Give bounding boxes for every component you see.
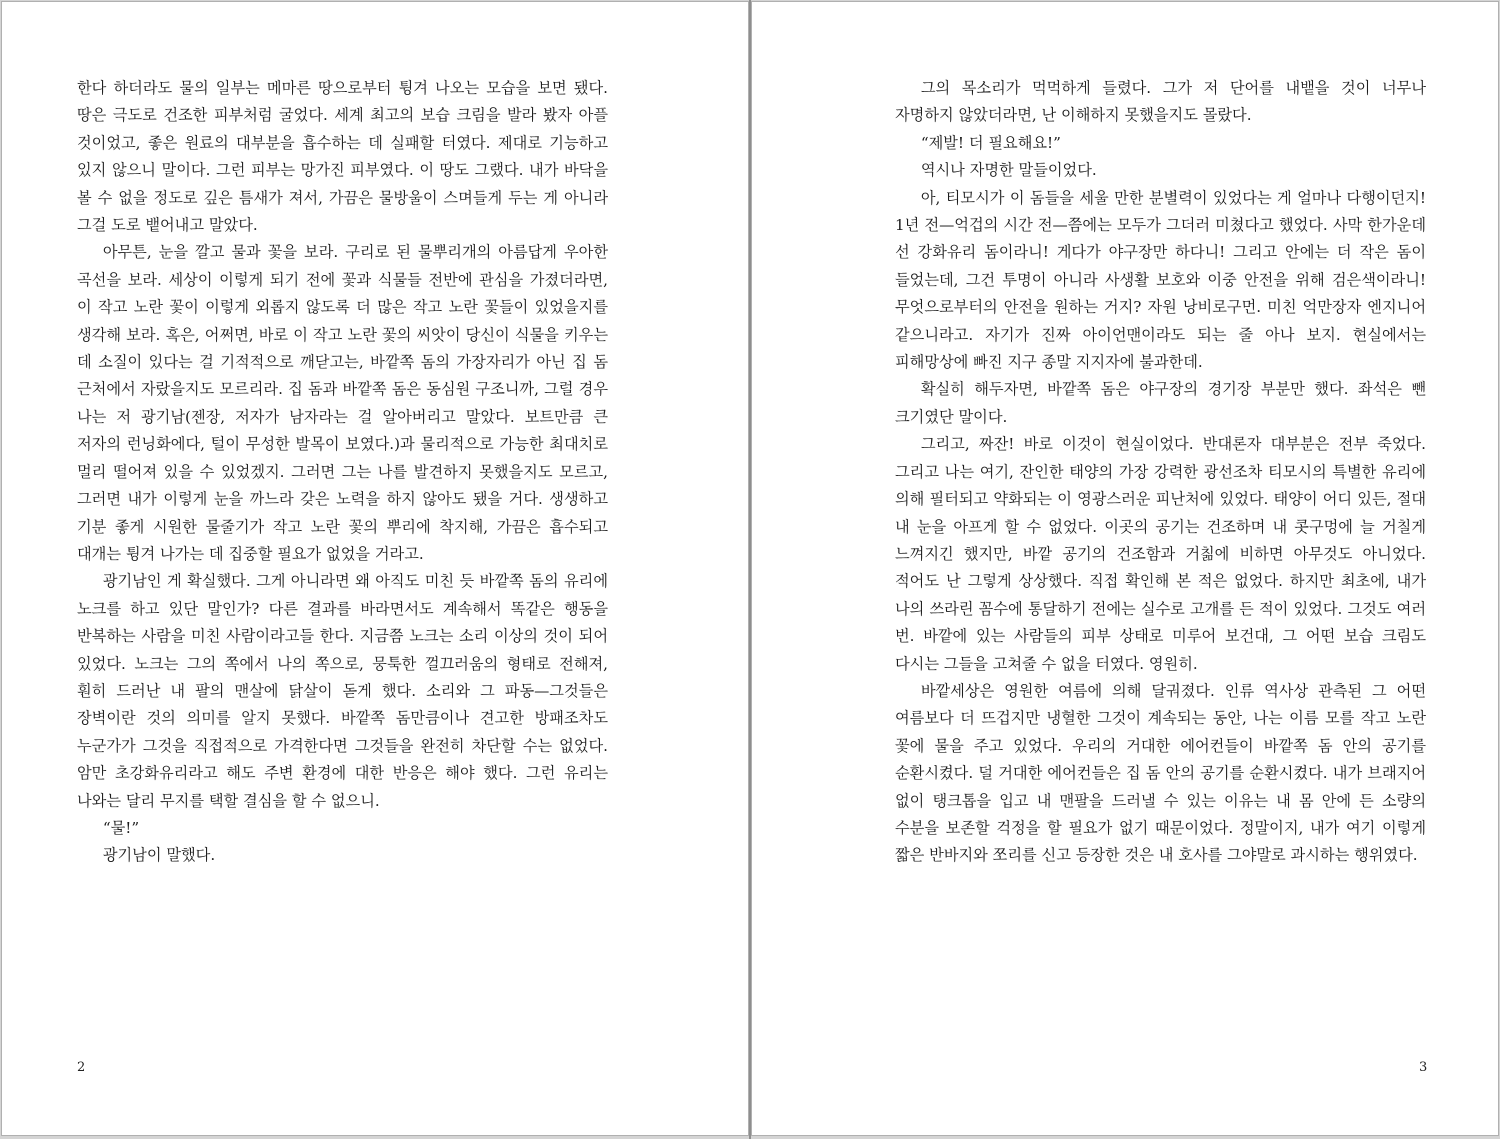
paragraph: 그의 목소리가 먹먹하게 들렸다. 그가 저 단어를 내뱉을 것이 너무나 자명하지 않았더라면, 난 이해하지 못했을지도 몰랐다. xyxy=(895,79,1426,125)
paragraph: 그리고, 짜잔! 바로 이것이 현실이었다. 반대론자 대부분은 전부 죽었다. 그리고 나는 여기, 잔인한 태양의 가장 강력한 광선조차 티모시의 특별한 유리에 의해 필터되고 약화되는 이 영광스러운 피난처에 있었다. 태양이 어디 있든, 절대 내 눈을 아프게 할 수 없었다. 이곳의 공기는 건조하며 내 콧구멍에 늘 거칠게 느껴지긴 했지만, 바깥 공기의 건조함과 거칢에 비하면 아무것도 아니었다. 적어도 난 그렇게 상상했다. 직접 확인해 본 적은 없었다. 하지만 최초에, 내가 나의 쓰라린 꼼수에 통달하기 전에는 실수로 고개를 든 적이 있었다. 그것도 여러 번. 바깥에 있는 사람들의 피부 상태로 미루어 보건대, 그 어떤 보습 크림도 다시는 그들을 고쳐줄 수 없을 터였다. 영원히. xyxy=(895,435,1426,673)
left-page xyxy=(1,1,749,1136)
paragraph: 역시나 자명한 말들이었다. xyxy=(920,161,1097,180)
page-number-left: 2 xyxy=(77,1060,86,1075)
right-page-body xyxy=(895,75,1426,870)
paragraph: 아무튼, 눈을 깔고 물과 꽃을 보라. 구리로 된 물뿌리개의 아름답게 우아한 곡선을 보라. 세상이 이렇게 되기 전에 꽃과 식물들 전반에 관심을 가졌더라면, 이 작고 노란 꽃이 이렇게 외롭지 않도록 더 많은 작고 노란 꽃들이 있었을지를 생각해 보라. 혹은, 어쩌면, 바로 이 작고 노란 꽃의 씨앗이 당신이 식물을 키우는 데 소질이 있다는 걸 기적적으로 깨닫고는, 바깥쪽 돔의 가장자리가 아닌 집 돔 근처에서 자랐을지도 모르리라. 집 돔과 바깥쪽 돔은 동심원 구조니까, 그럴 경우 나는 저 광기남(젠장, 저자가 남자라는 걸 알아버리고 말았다. 보트만큼 큰 저자의 런닝화에다, 털이 무성한 발목이 보였다.)과 물리적으로 가능한 최대치로 멀리 떨어져 있을 수 있었겠지. 그러면 그는 나를 발견하지 못했을지도 모르고, 그러면 내가 이렇게 눈을 까느라 갖은 노력을 하지 않아도 됐을 거다. 생생하고 기분 좋게 시원한 물줄기가 작고 노란 꽃의 뿌리에 착지해, 가끔은 흡수되고 대개는 튕겨 나가는 데 집중할 필요가 없었을 거라고. xyxy=(77,243,608,563)
right-page xyxy=(751,1,1499,1136)
paragraph: 광기남이 말했다. xyxy=(102,846,216,865)
dialogue-line: “물!” xyxy=(102,818,140,837)
paragraph: 확실히 해두자면, 바깥쪽 돔은 야구장의 경기장 부분만 했다. 좌석은 뺀 크기였단 말이다. xyxy=(895,380,1426,426)
paragraph: 아, 티모시가 이 돔들을 세울 만한 분별력이 있었다는 게 얼마나 다행이던지! 1년 전—억겁의 시간 전—쯤에는 모두가 그더러 미쳤다고 했었다. 사막 한가운데 선 강화유리 돔이라니! 게다가 야구장만 하다니! 그리고 안에는 더 작은 돔이 들었는데, 그건 투명이 아니라 사생활 보호와 이중 안전을 위해 검은색이라니! 무엇으로부터의 안전을 원하는 거지? 자원 낭비로구먼. 미친 억만장자 엔지니어 같으니라고. 자기가 진짜 아이언맨이라도 되는 줄 아나 보지. 현실에서는 피해망상에 빠진 지구 종말 지지자에 불과한데. xyxy=(895,188,1426,372)
paragraph: 바깥세상은 영원한 여름에 의해 달궈졌다. 인류 역사상 관측된 그 어떤 여름보다 더 뜨겁지만 냉혈한 그것이 계속되는 동안, 나는 이름 모를 작고 노란 꽃에 물을 주고 있었다. 우리의 거대한 에어컨들이 바깥쪽 돔 안의 공기를 순환시켰다. 덜 거대한 에어컨들은 집 돔 안의 공기를 순환시켰다. 내가 브래지어 없이 탱크톱을 입고 내 맨팔을 드러낼 수 있는 이유는 내 몸 안에 든 소량의 수분을 보존할 걱정을 할 필요가 없기 때문이었다. 정말이지, 내가 여기 이렇게 짧은 반바지와 쪼리를 신고 등장한 것은 내 호사를 그야말로 과시하는 행위였다. xyxy=(895,681,1426,865)
page-number-right: 3 xyxy=(1419,1060,1428,1075)
paragraph: 한다 하더라도 물의 일부는 메마른 땅으로부터 튕겨 나오는 모습을 보면 됐다. 땅은 극도로 건조한 피부처럼 굴었다. 세계 최고의 보습 크림을 발라 봤자 아플 것이었고, 좋은 원료의 대부분을 흡수하는 데 실패할 터였다. 제대로 기능하고 있지 않으니 말이다. 그런 피부는 망가진 피부였다. 이 땅도 그랬다. 내가 바닥을 볼 수 없을 정도로 깊은 틈새가 져서, 가끔은 물방울이 스며들게 두는 게 아니라 그걸 도로 뱉어내고 말았다. xyxy=(77,79,608,235)
left-page-body xyxy=(77,75,608,870)
paragraph: 광기남인 게 확실했다. 그게 아니라면 왜 아직도 미친 듯 바깥쪽 돔의 유리에 노크를 하고 있단 말인가? 다른 결과를 바라면서도 계속해서 똑같은 행동을 반복하는 사람을 미친 사람이라고들 한다. 지금쯤 노크는 소리 이상의 것이 되어 있었다. 노크는 그의 쪽에서 나의 쪽으로, 뭉툭한 껄끄러움의 형태로 전해져, 훤히 드러난 내 팔의 맨살에 닭살이 돋게 했다. 소리와 그 파동—그것들은 장벽이란 것의 의미를 알지 못했다. 바깥쪽 돔만큼이나 견고한 방패조차도 누군가가 그것을 직접적으로 가격한다면 그것들을 완전히 차단할 수는 없었다. 암만 초강화유리라고 해도 주변 환경에 대한 반응은 해야 했다. 그런 유리는 나와는 달리 무지를 택할 결심을 할 수 없으니. xyxy=(77,572,608,810)
dialogue-line: “제발! 더 필요해요!” xyxy=(920,133,1061,152)
